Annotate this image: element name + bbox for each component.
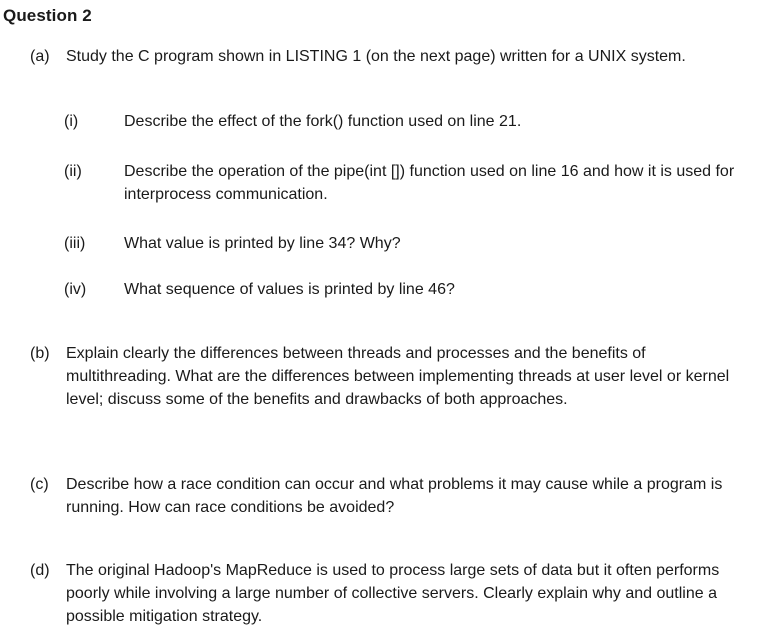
subpart-i-text: Describe the effect of the fork() function used on line 21. (124, 113, 522, 130)
part-d (30, 559, 745, 628)
part-b-text: Explain clearly the differences between threads and processes and the benefits of multithreading. What are the differences between implementing threads at user level or kernel level; discuss some of the benefits and drawbacks of both approaches. (66, 345, 730, 408)
subpart-ii-marker: (ii) (64, 163, 82, 180)
subpart-iii-marker: (iii) (64, 235, 86, 252)
part-a-subpart-ii (64, 160, 754, 206)
part-c-text: Describe how a race condition can occur and what problems it may cause while a program is running. How can race conditions be avoided? (66, 476, 723, 516)
part-a (30, 45, 745, 68)
part-a-subpart-i (64, 110, 754, 133)
subpart-iv-text: What sequence of values is printed by line 46? (124, 281, 455, 298)
question-title: Question 2 (3, 6, 92, 25)
subpart-iv-marker: (iv) (64, 281, 87, 298)
part-b-marker: (b) (30, 345, 50, 362)
part-a-marker: (a) (30, 48, 50, 65)
part-a-subpart-iv (64, 278, 754, 301)
subpart-iii-text: What value is printed by line 34? Why? (124, 235, 401, 252)
part-d-marker: (d) (30, 562, 50, 579)
part-a-text: Study the C program shown in LISTING 1 (on the next page) written for a UNIX system. (66, 48, 686, 65)
part-c-marker: (c) (30, 476, 49, 493)
part-a-subpart-iii (64, 232, 754, 255)
part-d-text: The original Hadoop's MapReduce is used to process large sets of data but it often performs poorly while involving a large number of collective servers. Clearly explain why and outline a possible mitigation strategy. (66, 562, 720, 625)
subpart-i-marker: (i) (64, 113, 79, 130)
part-b (30, 342, 745, 411)
subpart-ii-text: Describe the operation of the pipe(int []) function used on line 16 and how it is used for interprocess communication. (124, 163, 735, 203)
part-c (30, 473, 745, 519)
